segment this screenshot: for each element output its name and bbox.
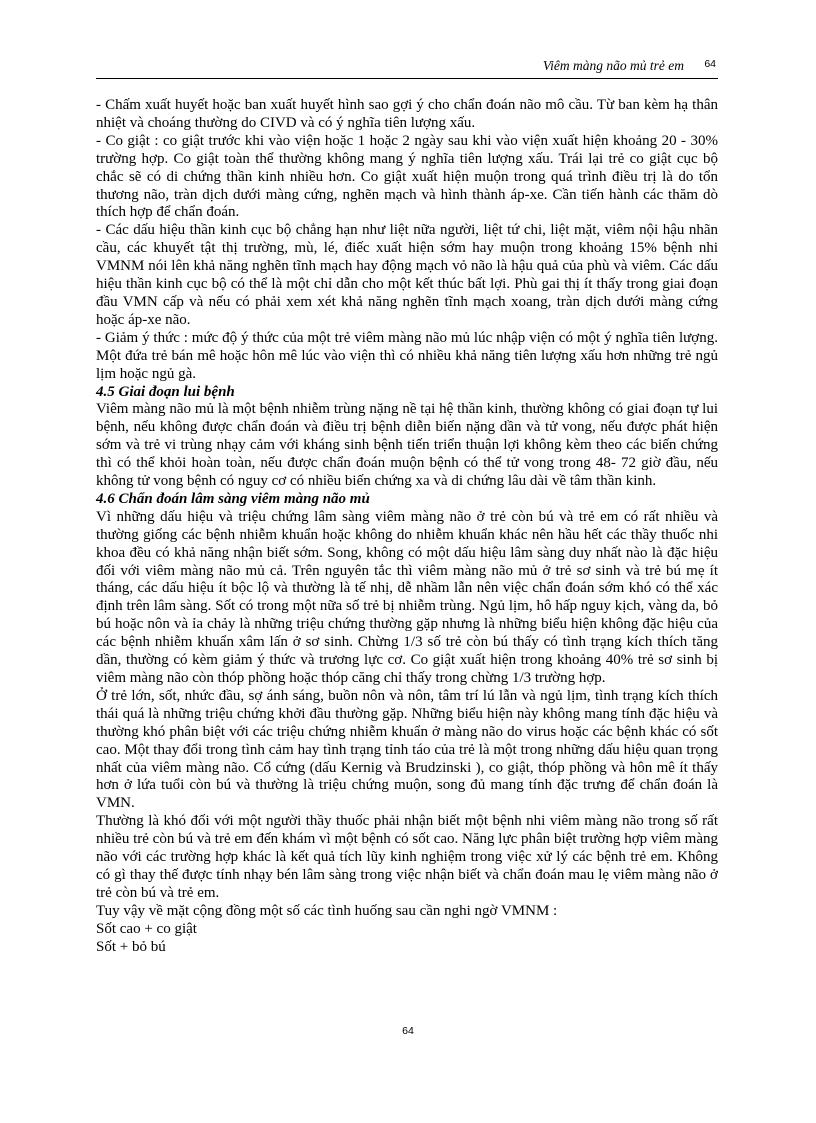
list-item-fever-seizure: Sốt cao + co giật <box>96 920 197 937</box>
header-page-number: 64 <box>704 58 716 70</box>
document-body <box>96 97 718 957</box>
paragraph-community-suspicion: Tuy vậy về mặt cộng đồng một số các tình huống sau cần nghi ngờ VMNM : <box>96 902 558 919</box>
paragraph-clinical-infants: Vì những dấu hiệu và triệu chứng lâm sàng viêm màng não ở trẻ còn bú và trẻ em có rất nhiều và thường giống các bệnh nhiễm khuẩn hoặc không do nhiễm khuẩn khác nên hầu hết các thầy thuốc nhi khoa đều có khả năng nhận biết sớm. Song, không có một dấu hiệu lâm sàng duy nhất nào là đặc hiệu đối với viêm màng não mủ cả. Trên nguyên tắc thì viêm màng não mủ ở trẻ sơ sinh và trẻ bú mẹ ít tháng, các dấu hiệu ít bộc lộ và thường là tế nhị, dễ nhầm lẫn nên việc chẩn đoán sớm khó có thể xác định trên lâm sàng. Sốt có trong một nữa số trẻ bị nhiễm trùng. Ngủ lịm, hô hấp nguy kịch, vàng da, bỏ bú hoặc nôn và ỉa chảy là những triệu chứng thường gặp nhưng là những biểu hiện không đặc hiệu của các bệnh nhiễm khuẩn xâm lấn ở sơ sinh. Chừng 1/3 số trẻ còn bú thấy có tình trạng kích thích tăng dần, thường có kèm giảm ý thức và trương lực cơ. Co giật xuất hiện trong khoảng 40% trẻ sơ sinh bị viêm màng não còn thóp phồng hoặc thóp căng chỉ thấy trong chừng 1/3 trường hợp. <box>96 508 718 686</box>
paragraph-consciousness: - Giảm ý thức : mức độ ý thức của một trẻ viêm màng não mủ lúc nhập viện có một ý nghĩa tiên lượng. Một đứa trẻ bán mê hoặc hôn mê lúc vào viện thì có nhiều khả năng tiên lượng xấu hơn những trẻ ngủ lịm hoặc ngủ gà. <box>96 329 718 382</box>
list-item-fever-refusal-to-feed: Sốt + bỏ bú <box>96 938 166 955</box>
section-heading-4-6: 4.6 Chẩn đoán lâm sàng viêm màng não mủ <box>96 490 370 507</box>
section-heading-4-5: 4.5 Giai đoạn lui bệnh <box>96 383 235 400</box>
paragraph-focal-neuro-signs: - Các dấu hiệu thần kinh cục bộ chẳng hạn như liệt nữa người, liệt tứ chi, liệt mặt, viêm nội hậu nhãn cầu, các khuyết tật thị trường, mù, lé, điếc xuất hiện sớm hay muộn trong khoảng 15% bệnh nhi VMNM nói lên khả năng nghẽn tĩnh mạch hay động mạch vỏ não là hậu quả của phù và viêm. Các dấu hiệu thần kinh cục bộ có thể là một chỉ dẫn cho một kết thúc bất lợi. Phù gai thị ít thấy trong giai đoạn đầu VMN cấp và nếu có phải xem xét khả năng nghẽn tĩnh mạch xoang, tràn dịch dưới màng cứng hoặc áp-xe não. <box>96 222 718 328</box>
page-header <box>96 56 718 79</box>
paragraph-clinical-recognition: Thường là khó đối với một người thầy thuốc phải nhận biết một bệnh nhi viêm màng não trong số rất nhiều trẻ còn bú và trẻ em đến khám vì một bệnh có sốt cao. Năng lực phân biệt trường hợp viêm màng não với các trường hợp khác là kết quả tích lũy kinh nghiệm trong việc xử lý các bệnh trẻ em. Không có gì thay thế được tính nhạy bén lâm sàng trong việc nhận biết và chẩn đoán mau lẹ viêm màng não ở trẻ còn bú và trẻ em. <box>96 813 718 901</box>
paragraph-remission: Viêm màng não mủ là một bệnh nhiễm trùng nặng nề tại hệ thần kinh, thường không có giai đoạn tự lui bệnh, nếu không được chẩn đoán và điều trị bệnh diễn biến nặng dần và tử vong, nếu được phát hiện sớm và trẻ vi trùng nhạy cảm với kháng sinh bệnh tiến triển thuận lợi không kèm theo các biến chứng thì có thể khỏi hoàn toàn, nếu được chẩn đoán muộn bệnh có thể tử vong trong 48- 72 giờ đầu, nếu không tử vong bệnh có nguy cơ có nhiều biến chứng xa và di chứng lâu dài về tâm thần kinh. <box>96 401 718 490</box>
header-title: Viêm màng não mủ trẻ em <box>542 58 684 73</box>
paragraph-seizures: - Co giật : co giật trước khi vào viện hoặc 1 hoặc 2 ngày sau khi vào viện xuất hiện khoảng 20 - 30% trường hợp. Co giật toàn thể thường không mang ý nghĩa tiên lượng xấu. Trái lại trẻ co giật cục bộ chắc sẽ có di chứng thần kinh nhiều hơn. Co giật xuất hiện muộn trong quá trình điều trị là do tổn thương não, tràn dịch dưới màng cứng, nghẽn mạch và hình thành áp-xe. Cần tiến hành các thăm dò thích hợp để chẩn đoán. <box>96 132 718 221</box>
paragraph-clinical-older-children: Ở trẻ lớn, sốt, nhức đầu, sợ ánh sáng, buồn nôn và nôn, tâm trí lú lẫn và ngủ lịm, tình trạng kích thích thái quá là những triệu chứng khởi đầu thường gặp. Những biểu hiện này không mang tính đặc hiệu và thường khó phân biệt với các triệu chứng nhiễm khuẩn ở màng não do virus hoặc các bệnh khác có sốt cao. Một thay đổi trong tình cảm hay tình trạng tỉnh táo của trẻ là một trong những dấu hiệu quan trọng nhất của viêm màng não. Cổ cứng (dấu Kernig và Brudzinski ), co giật, thóp phồng và hôn mê ít thấy hơn ở lứa tuổi còn bú và thường là triệu chứng muộn, song đủ mang tính đặc trưng để chẩn đoán là VMN. <box>96 687 718 812</box>
paragraph-petechiae: - Chấm xuất huyết hoặc ban xuất huyết hình sao gợi ý cho chẩn đoán não mô cầu. Từ ban kèm hạ thân nhiệt và choáng thường do CIVD và có ý nghĩa tiên lượng xấu. <box>96 97 718 131</box>
footer-page-number: 64 <box>402 1025 414 1037</box>
